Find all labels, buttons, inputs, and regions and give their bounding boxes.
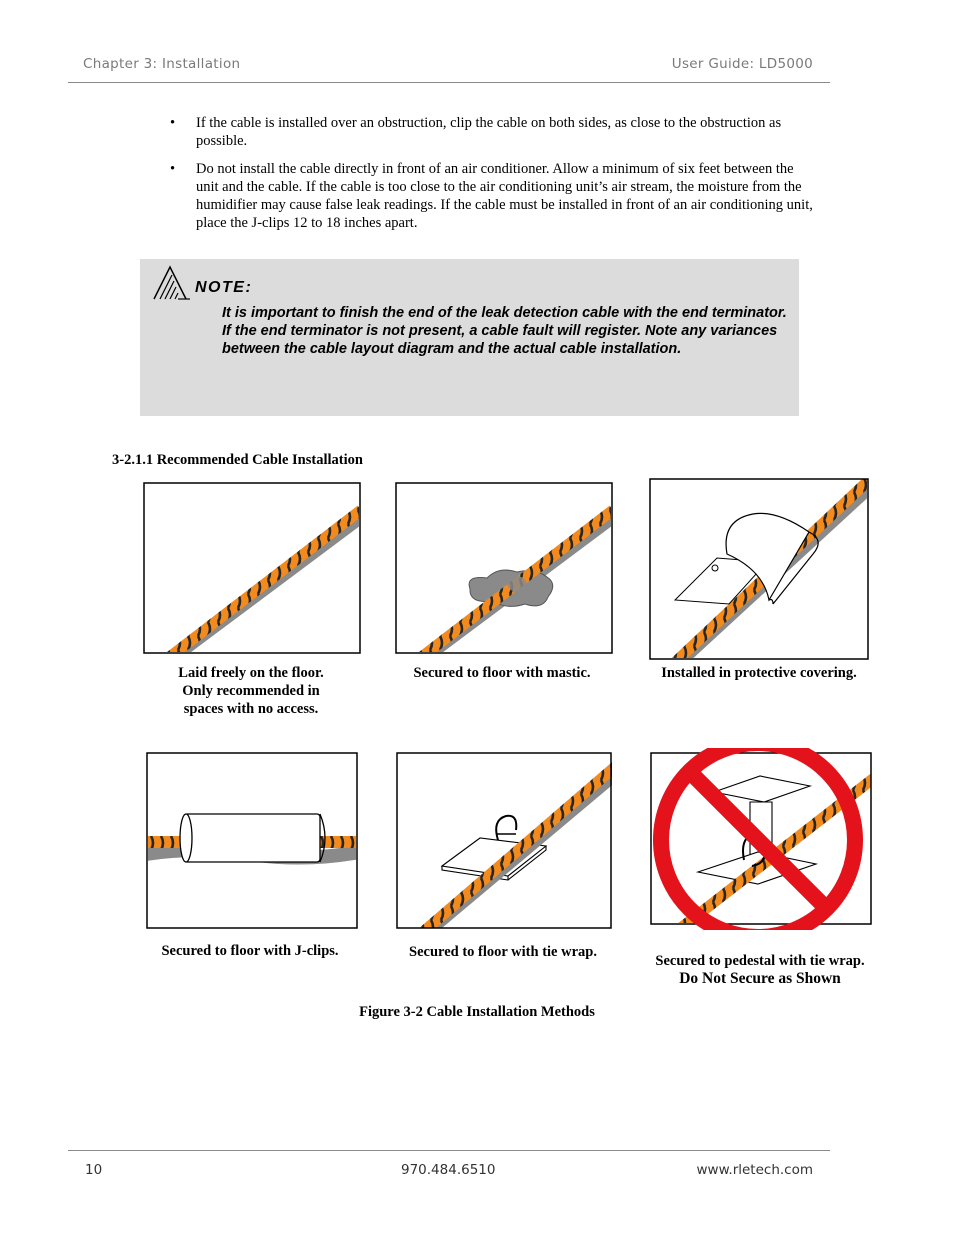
cable bbox=[163, 510, 361, 654]
bullet-item bbox=[170, 114, 815, 150]
note-box bbox=[140, 259, 799, 416]
footer-rule bbox=[68, 1150, 830, 1151]
cable bbox=[416, 766, 616, 930]
panel-protective-covering bbox=[649, 478, 871, 660]
bullet-item bbox=[170, 160, 815, 232]
caption-laid-freely bbox=[143, 664, 359, 718]
panel-j-clips bbox=[146, 752, 360, 930]
panel-tie-wrap bbox=[396, 752, 616, 930]
caption-line: spaces with no access. bbox=[183, 701, 319, 717]
header-rule bbox=[68, 82, 830, 83]
panel-frame bbox=[396, 483, 612, 653]
header-guide-title: User Guide: LD5000 bbox=[671, 56, 813, 72]
caption-line: Secured to pedestal with tie wrap. bbox=[655, 953, 865, 969]
panel-mastic bbox=[395, 482, 615, 654]
bullet-text: Do not install the cable directly in front of an air conditioner. Allow a minimum of six feet between the unit and the cable. If the cable is too close to the air conditioning unit’s air stream, the moisture from the humidifier may cause false leak readings. If the cable must be installed in front of an air conditioning unit, place the J-clips 12 to 18 inches apart. bbox=[196, 161, 813, 231]
panel-frame bbox=[144, 483, 360, 653]
pedestal-top-plate bbox=[714, 776, 810, 802]
panel-pedestal-prohibited bbox=[648, 748, 874, 930]
caption-protective-covering: Installed in protective covering. bbox=[661, 665, 857, 681]
caption-line: Laid freely on the floor. bbox=[178, 665, 324, 681]
footer-phone: 970.484.6510 bbox=[401, 1162, 496, 1178]
caption-j-clips: Secured to floor with J-clips. bbox=[161, 943, 339, 959]
caption-line: Only recommended in bbox=[182, 683, 320, 699]
caption-tie-wrap: Secured to floor with tie wrap. bbox=[409, 944, 597, 960]
note-body: It is important to finish the end of the leak detection cable with the end terminator. If the end terminator is not present, a cable fault will register. Note any variances between the cable layout diagram and the actual cable installation. bbox=[222, 305, 787, 357]
figure-caption: Figure 3-2 Cable Installation Methods bbox=[359, 1004, 595, 1020]
header-chapter: Chapter 3: Installation bbox=[83, 56, 241, 72]
panel-laid-freely bbox=[143, 482, 363, 654]
note-logo-icon bbox=[152, 263, 192, 301]
j-clip bbox=[184, 814, 320, 862]
warning-text: Do Not Secure as Shown bbox=[679, 970, 841, 987]
tie-wrap bbox=[496, 816, 516, 840]
bullet-text: If the cable is installed over an obstruction, clip the cable on both sides, as close to the obstruction as possible. bbox=[196, 115, 782, 149]
bullet-dot: • bbox=[170, 161, 176, 177]
bullet-dot: • bbox=[170, 115, 176, 131]
footer-website: www.rletech.com bbox=[696, 1162, 813, 1178]
section-heading: 3-2.1.1 Recommended Cable Installation bbox=[112, 452, 363, 468]
caption-pedestal bbox=[640, 952, 880, 988]
footer-page-number: 10 bbox=[85, 1162, 103, 1178]
caption-mastic: Secured to floor with mastic. bbox=[413, 665, 591, 681]
note-title: NOTE: bbox=[195, 279, 253, 296]
